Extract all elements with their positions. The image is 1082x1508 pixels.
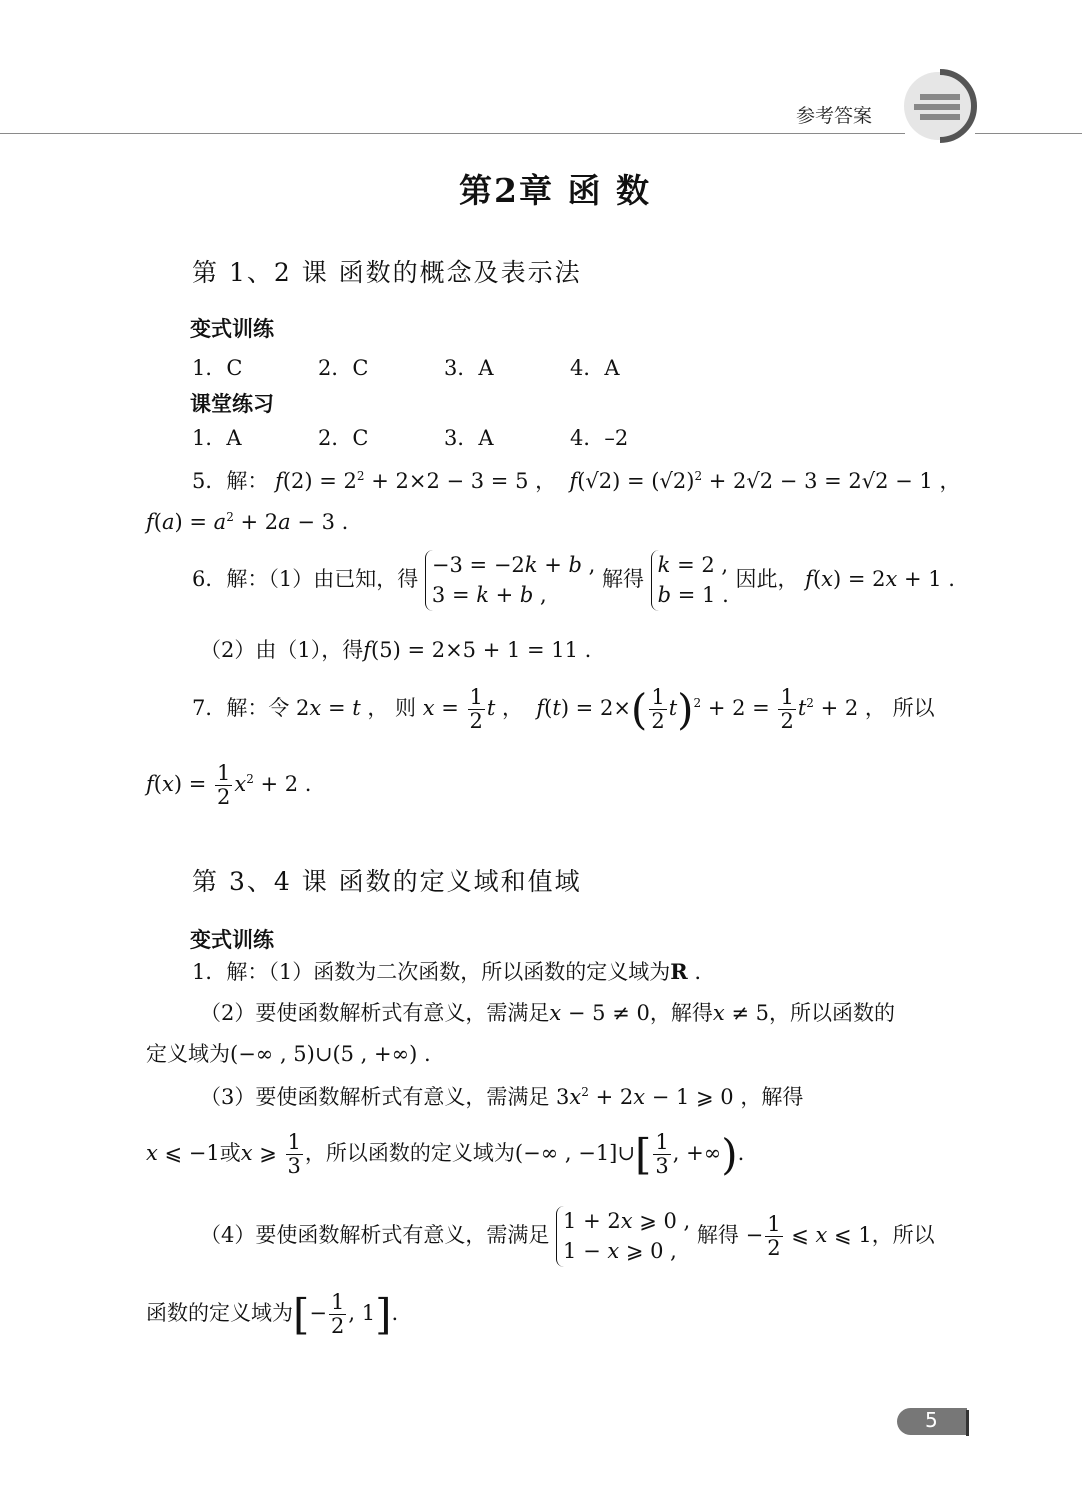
equation-system: −3 = −2k + b , 3 = k + b ,	[425, 550, 595, 611]
q5-line1: 5．解： $f(2) = 2^2 + 2\times 2 - 3 = 5$ ， $f(√2) = (√2)^2 + 2√2 - 3 = 2√2 - 1$ ，	[192, 469, 961, 493]
equation-system: k = 2 , b = 1 .	[651, 550, 729, 611]
section-heading: 变式训练	[190, 928, 274, 952]
chapter-title: 第2章 函 数	[459, 171, 651, 210]
page-number-bar	[966, 1410, 969, 1436]
answer-item: 3．A	[444, 356, 494, 380]
l2-q3-line1: （3）要使函数解析式有意义，需满足 $3x^2 + 2x - 1$ ⩾ 0 ，解得	[200, 1085, 804, 1109]
l2-q4-line1: （4）要使函数解析式有意义，需满足 1 + 2x ⩾ 0 , 1 − x ⩾ 0 , 解得 − $\frac{1}{2}$ ⩽ x ⩽ 1，所以	[200, 1206, 935, 1267]
answer-item: 2．C	[318, 356, 369, 380]
answer-item: 1．C	[192, 356, 243, 380]
lesson-title: 第 1、2 课 函数的概念及表示法	[192, 258, 582, 287]
answer-item: 2．C	[318, 426, 369, 450]
section-heading: 变式训练	[190, 317, 274, 341]
header-rule-right	[975, 133, 1082, 134]
answer-row	[192, 422, 696, 452]
answer-item: 4．–2	[570, 426, 629, 450]
l2-q3-line2: x ⩽ −1或x ⩾ $\frac{1}{3}$ ，所以函数的定义域为(−∞ , −1]∪[ $\frac{1}{3}$ , +∞).	[146, 1129, 745, 1179]
inequality-system: 1 + 2x ⩾ 0 , 1 − x ⩾ 0 ,	[556, 1206, 690, 1267]
l2-q4-line2: 函数的定义域为[− $\frac{1}{2}$ , 1].	[146, 1289, 399, 1339]
q7-line2: f(x) = $\frac{1}{2}$ $x^2 + 2$ .	[146, 761, 312, 810]
l2-q2-line1: （2）要使函数解析式有意义，需满足x − 5 ≠ 0，解得x ≠ 5，所以函数的	[200, 1001, 895, 1025]
page-number: 5	[925, 1408, 938, 1432]
l2-q2-line2: 定义域为(−∞ , 5)∪(5 , +∞) .	[146, 1042, 431, 1066]
answer-item: 4．A	[570, 356, 620, 380]
q5-line2: $f(a) = a^2 + 2a - 3$ .	[146, 510, 349, 534]
header-label: 参考答案	[796, 105, 873, 127]
q6-line2: （2）由（1），得f(5) = 2×5 + 1 = 11 .	[200, 638, 592, 662]
l2-q1-line: 1．解：（1）函数为二次函数，所以函数的定义域为R .	[192, 959, 702, 984]
header-book-icon	[900, 68, 980, 148]
section-heading: 课堂练习	[190, 392, 274, 416]
q6-line1: 6．解：（1）由已知，得 −3 = −2k + b , 3 = k + b , 解得 k = 2 , b = 1 . 因此， f(x) = 2x + 1 .	[192, 550, 955, 611]
header-rule	[0, 133, 905, 134]
answer-item: 1．A	[192, 426, 242, 450]
answer-row	[192, 352, 696, 382]
answer-item: 3．A	[444, 426, 494, 450]
lesson-title: 第 3、4 课 函数的定义域和值域	[192, 867, 582, 896]
q7-line1: 7．解：令 2x = t ， 则 x = $\frac{1}{2}$ t ， f(t) = 2×( $\frac{1}{2}$ t)$^2$ + 2 = $\frac{1}{2}$ $t^2 + 2$ ， 所以	[192, 684, 935, 734]
